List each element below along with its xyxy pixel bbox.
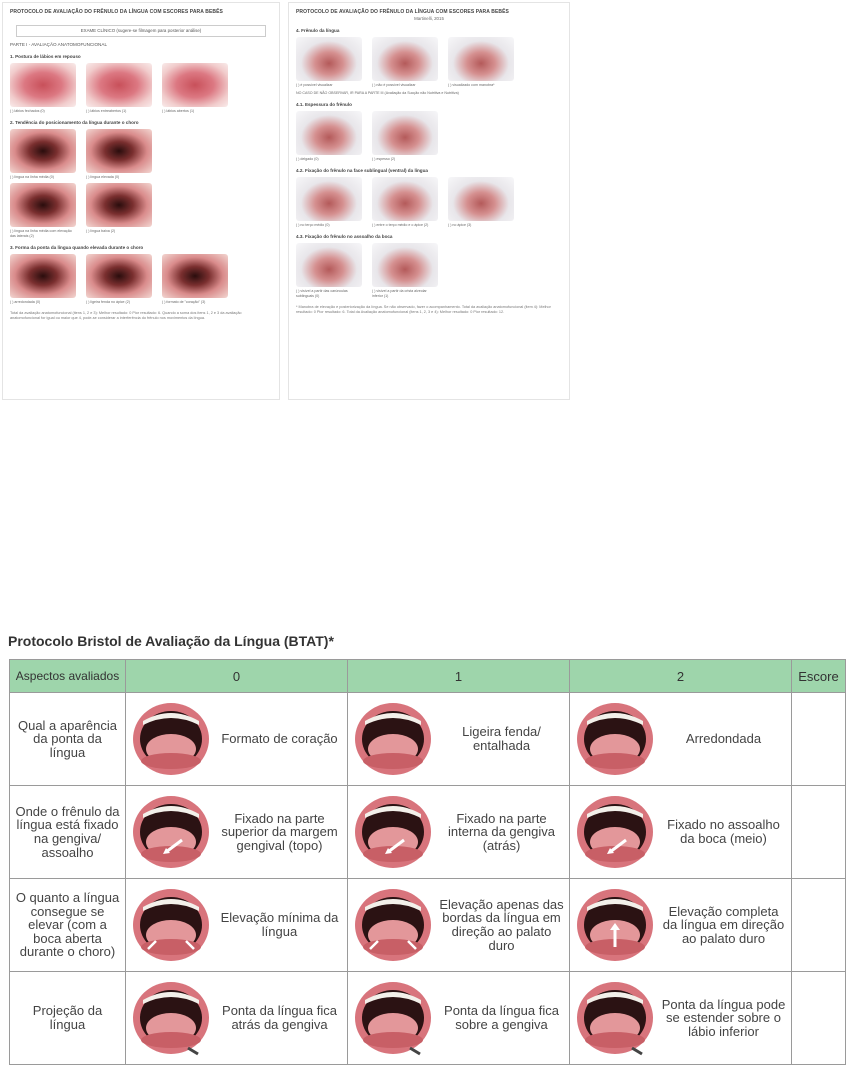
score-2-cell xyxy=(570,786,792,879)
photo-caption: ( ) visualizado com manobra* xyxy=(448,82,495,87)
score-input-cell xyxy=(792,693,846,786)
aspect-cell: Onde o frênulo da língua está fixado na gengiva/ assoalho xyxy=(10,786,126,879)
aspect-cell: O quanto a língua consegue se elevar (com a boca aberta durante o choro) xyxy=(10,879,126,972)
table-row xyxy=(10,786,846,879)
section-title: 4.1. Espessura do frênulo xyxy=(296,101,352,107)
sheet-title: PROTOCOLO DE AVALIAÇÃO DO FRÊNULO DA LÍNGUA COM ESCORES PARA BEBÊS xyxy=(10,9,223,15)
header-score-2: 2 xyxy=(570,660,792,693)
score-description: Ponta da língua pode se estender sobre o lábio inferior xyxy=(661,996,786,1039)
section-title: 4.3. Fixação do frênulo no assoalho da boca xyxy=(296,233,393,239)
photo-thumb xyxy=(296,243,362,299)
photo-thumb xyxy=(10,63,76,114)
photo-thumb xyxy=(372,243,438,299)
photo-thumb xyxy=(372,177,438,228)
section-title: 3. Forma da ponta da língua quando elevada durante o choro xyxy=(10,244,144,250)
photo-thumb xyxy=(10,129,76,180)
photo-thumb xyxy=(372,111,438,162)
section-title: 4.2. Fixação do frênulo na face sublingual (ventral) da língua xyxy=(296,167,428,173)
section-note: NO CASO DE NÃO OBSERVAR, IR PARA A PARTE III (Avaliação da Sucção não Nutritiva e Nutritiva) xyxy=(296,90,459,95)
photo-thumb xyxy=(162,254,228,305)
score-input-cell xyxy=(792,879,846,972)
photo-caption: ( ) arredondada (0) xyxy=(10,299,41,304)
score-description: Elevação mínima da língua xyxy=(220,910,339,939)
photo-caption: ( ) ligeira fenda no ápice (2) xyxy=(86,299,130,304)
score-1-cell xyxy=(348,879,570,972)
photo-caption: ( ) formato de "coração" (3) xyxy=(162,299,206,304)
sheet-author: Martinelli, 2015 xyxy=(414,15,444,21)
photo-caption: ( ) língua baixa (2) xyxy=(86,228,116,233)
photo-caption: ( ) espesso (2) xyxy=(372,156,396,161)
btat-title: Protocolo Bristol de Avaliação da Língua (BTAT)* xyxy=(8,633,334,649)
table-row xyxy=(10,693,846,786)
score-0-cell xyxy=(126,879,348,972)
score-description: Ligeira fenda/ entalhada xyxy=(462,724,541,753)
part-title: PARTE I - AVALIAÇÃO ANATOMOFUNCIONAL xyxy=(10,41,107,47)
photo-caption: ( ) visível a partir das carúnculas sublinguais (0) xyxy=(296,288,348,298)
photo-thumb xyxy=(86,129,152,180)
mouth-illustration-icon xyxy=(352,792,434,872)
score-description: Formato de coração xyxy=(221,731,338,747)
photo-caption: ( ) língua na linha média (0) xyxy=(10,175,54,180)
mouth-illustration-icon xyxy=(574,792,656,872)
photo-thumb xyxy=(296,177,362,228)
score-1-cell xyxy=(348,972,570,1065)
photo-caption: ( ) visível a partir da crista alveolar inferior (1) xyxy=(372,288,427,298)
btat-table xyxy=(9,659,846,1065)
score-0-cell xyxy=(126,693,348,786)
score-input-cell xyxy=(792,972,846,1065)
mouth-illustration-icon xyxy=(574,699,656,779)
score-2-cell xyxy=(570,693,792,786)
exam-box: EXAME CLÍNICO (sugere-se filmagem para posterior análise) xyxy=(16,25,266,37)
sheet-title: PROTOCOLO DE AVALIAÇÃO DO FRÊNULO DA LÍNGUA COM ESCORES PARA BEBÊS xyxy=(296,9,509,15)
score-1-cell xyxy=(348,786,570,879)
photo-thumb xyxy=(10,183,76,239)
score-description: Elevação completa da língua em direção ao palato duro xyxy=(662,903,785,946)
photo-thumb xyxy=(448,37,514,88)
photo-caption: ( ) lábios abertos (1) xyxy=(162,109,195,114)
score-description: Ponta da língua fica atrás da gengiva xyxy=(222,1003,337,1032)
photo-caption: ( ) língua na linha média com elevação das laterais (2) xyxy=(10,228,72,238)
photo-thumb xyxy=(86,254,152,305)
header-score-0: 0 xyxy=(126,660,348,693)
table-row xyxy=(10,972,846,1065)
photo-caption: ( ) entre o terço médio e o ápice (2) xyxy=(372,222,429,227)
photo-caption: ( ) é possível visualizar xyxy=(296,82,333,87)
header-aspects: Aspectos avaliados xyxy=(10,660,126,693)
score-description: Fixado no assoalho da boca (meio) xyxy=(667,817,780,846)
mouth-illustration-icon xyxy=(352,699,434,779)
score-description: Fixado na parte interna da gengiva (atrás) xyxy=(448,810,555,853)
header-score: Escore xyxy=(792,660,846,693)
mouth-illustration-icon xyxy=(574,978,656,1058)
score-description: Fixado na parte superior da margem gengival (topo) xyxy=(221,810,338,853)
mouth-illustration-icon xyxy=(130,699,212,779)
photo-caption: ( ) lábios fechados (0) xyxy=(10,109,45,114)
table-header-row xyxy=(10,660,846,693)
score-input-cell xyxy=(792,786,846,879)
photo-caption: ( ) não é possível visualizar xyxy=(372,82,416,87)
mouth-illustration-icon xyxy=(352,978,434,1058)
score-description: Ponta da língua fica sobre a gengiva xyxy=(444,1003,559,1032)
protocol-sheet-left xyxy=(2,2,280,400)
header-score-1: 1 xyxy=(348,660,570,693)
section-title: 4. Frênulo da língua xyxy=(296,27,340,33)
aspect-cell: Projeção da língua xyxy=(10,972,126,1065)
photo-caption: ( ) no terço médio (0) xyxy=(296,222,330,227)
score-note: Total da avaliação anatomofuncional (itens 1, 2 e 3): Melhor resultado: 0 Pior resultado: 6. Quando a soma dos itens 1, 2 e 3 da avaliação anatomofuncional for igual ou maior que 4, pode-se considerar a interferência do frênulo nos movimentos da língua. xyxy=(10,310,242,320)
photo-thumb xyxy=(86,63,152,114)
score-0-cell xyxy=(126,786,348,879)
mouth-illustration-icon xyxy=(574,885,656,965)
score-0-cell xyxy=(126,972,348,1065)
photo-caption: ( ) delgado (0) xyxy=(296,156,319,161)
mouth-illustration-icon xyxy=(352,885,434,965)
photo-caption: ( ) língua elevada (0) xyxy=(86,175,120,180)
score-2-cell xyxy=(570,972,792,1065)
mouth-illustration-icon xyxy=(130,978,212,1058)
photo-thumb xyxy=(162,63,228,114)
photo-thumb xyxy=(296,37,362,88)
photo-thumb xyxy=(296,111,362,162)
section-title: 1. Postura de lábios em repouso xyxy=(10,53,81,59)
photo-thumb xyxy=(448,177,514,228)
photo-caption: ( ) no ápice (3) xyxy=(448,222,472,227)
photo-thumb xyxy=(86,183,152,239)
score-description: Arredondada xyxy=(685,731,762,747)
table-row xyxy=(10,879,846,972)
aspect-cell: Qual a aparência da ponta da língua xyxy=(10,693,126,786)
section-title: 2. Tendência do posicionamento da língua durante o choro xyxy=(10,119,139,125)
photo-thumb xyxy=(10,254,76,305)
score-2-cell xyxy=(570,879,792,972)
score-1-cell xyxy=(348,693,570,786)
photo-thumb xyxy=(372,37,438,88)
score-description: Elevação apenas das bordas da língua em direção ao palato duro xyxy=(439,896,564,953)
protocol-sheet-right xyxy=(288,2,570,400)
photo-caption: ( ) lábios entreabertos (1) xyxy=(86,109,127,114)
mouth-illustration-icon xyxy=(130,885,212,965)
score-note: * Manobra de elevação e posteriorização da língua. Se não observado, fazer o acompanhamento. Total da avaliação anatomofuncional (item 4): Melhor resultado: 0 Pior resultado: 6. Total da Avaliação anatomofuncional (itens 1, 2, 3 e 4): Melhor resultado: 0 Pior resultado: 12. xyxy=(296,304,551,314)
mouth-illustration-icon xyxy=(130,792,212,872)
